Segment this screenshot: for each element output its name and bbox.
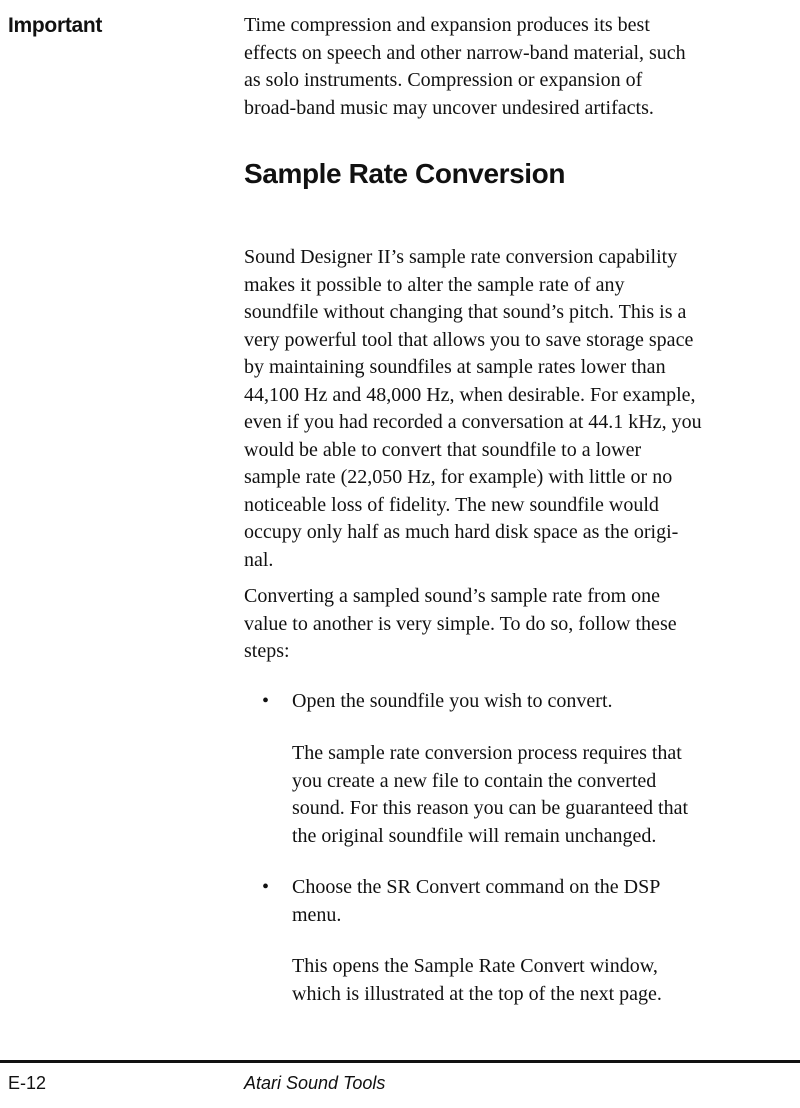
text-line: Converting a sampled sound’s sample rate from one xyxy=(244,585,661,607)
step-text: menu. xyxy=(292,903,342,926)
text-line: soundfile without changing that sound’s pitch. This is a xyxy=(244,301,687,323)
text-line: occupy only half as much hard disk space as the origi- xyxy=(244,521,679,543)
text-line: sound. For this reason you can be guaranteed that xyxy=(292,797,689,819)
step-note xyxy=(292,740,688,850)
book-title: Atari Sound Tools xyxy=(244,1073,386,1093)
text-line: you create a new file to contain the converted xyxy=(292,769,657,792)
footer-divider xyxy=(0,1060,800,1063)
text-line: steps: xyxy=(244,640,290,662)
text-line: Sound Designer II’s sample rate conversion capability xyxy=(244,246,678,268)
text-line: very powerful tool that allows you to save storage space xyxy=(244,328,694,351)
text-line: Time compression and expansion produces its best xyxy=(244,14,650,36)
important-label: Important xyxy=(8,14,103,37)
text-line: 44,100 Hz and 48,000 Hz, when desirable. For example, xyxy=(244,383,696,406)
bullet-icon: • xyxy=(262,876,270,898)
text-line: noticeable loss of fidelity. The new soundfile would xyxy=(244,493,659,516)
text-line: The sample rate conversion process requires that xyxy=(292,742,682,764)
text-line: nal. xyxy=(244,548,274,571)
text-line: would be able to convert that soundfile to a lower xyxy=(244,438,642,461)
bullet-icon: • xyxy=(262,690,270,712)
step-note xyxy=(292,953,662,1008)
text-line: as solo instruments. Compression or expansion of xyxy=(244,69,643,91)
text-line: even if you had recorded a conversation at 44.1 kHz, you xyxy=(244,411,702,433)
section-heading: Sample Rate Conversion xyxy=(244,158,566,189)
step-text: Open the soundfile you wish to convert. xyxy=(292,690,613,712)
text-line: effects on speech and other narrow-band material, such xyxy=(244,41,686,64)
steps-intro-paragraph xyxy=(244,583,677,666)
text-line: makes it possible to alter the sample rate of any xyxy=(244,273,625,296)
text-line: value to another is very simple. To do so, follow these xyxy=(244,612,677,635)
text-line: by maintaining soundfiles at sample rates lower than xyxy=(244,356,666,378)
text-line: sample rate (22,050 Hz, for example) with little or no xyxy=(244,466,673,488)
text-line: This opens the Sample Rate Convert window, xyxy=(292,955,658,977)
text-line: which is illustrated at the top of the next page. xyxy=(292,982,662,1005)
important-paragraph xyxy=(244,12,686,122)
text-line: broad-band music may uncover undesired artifacts. xyxy=(244,96,654,119)
page-number: E-12 xyxy=(8,1073,47,1093)
step-text: Choose the SR Convert command on the DSP xyxy=(292,876,661,898)
intro-paragraph xyxy=(244,244,702,574)
text-line: the original soundfile will remain unchanged. xyxy=(292,824,657,847)
